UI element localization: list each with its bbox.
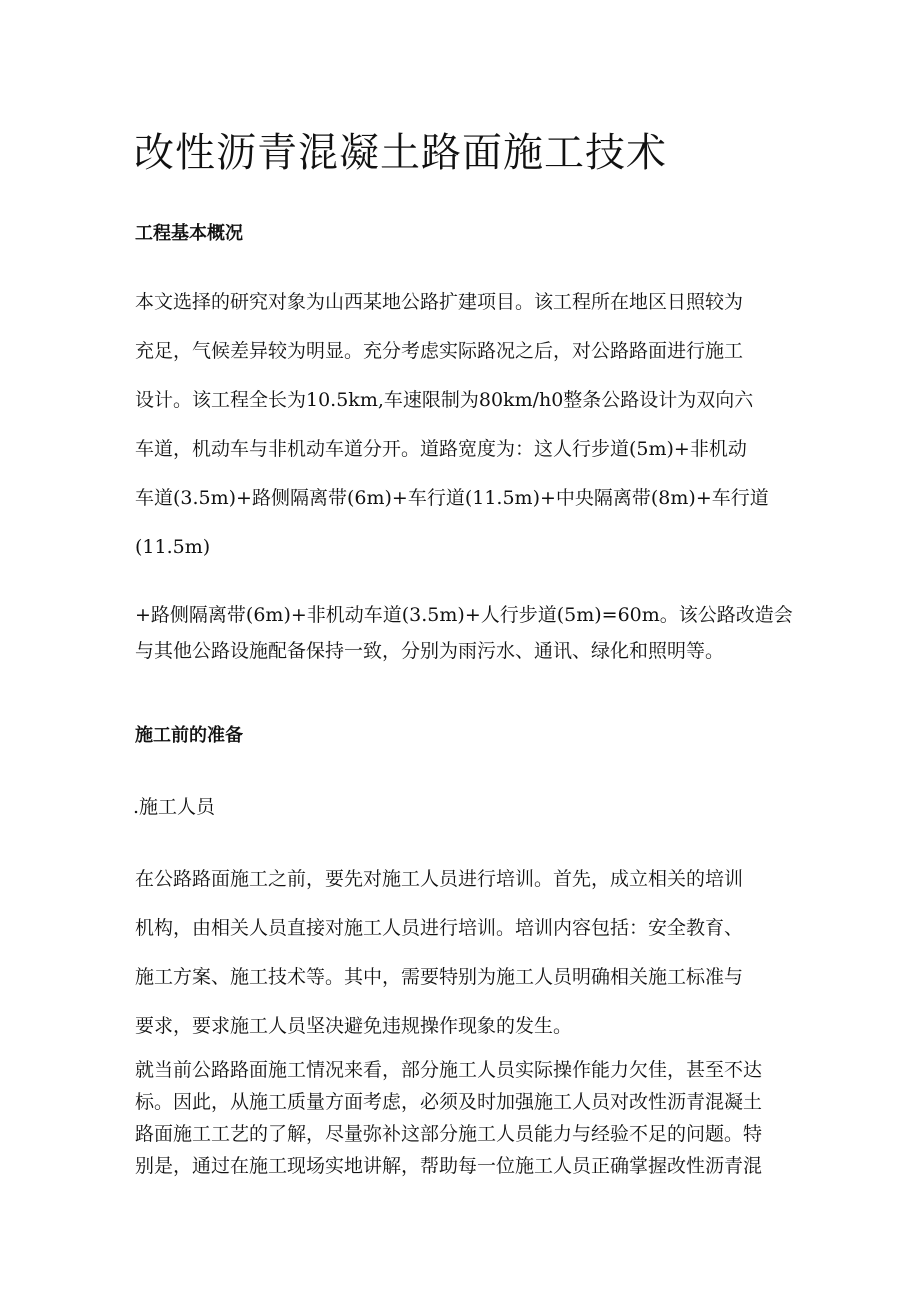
document-title: 改性沥青混凝土路面施工技术 <box>134 130 667 176</box>
paragraph-line: 别是，通过在施工现场实地讲解，帮助每一位施工人员正确掌握改性沥青混 <box>135 1155 763 1177</box>
paragraph-personnel-training <box>135 855 795 1051</box>
paragraph-line: 标。因此，从施工质量方面考虑，必须及时加强施工人员对改性沥青混凝土 <box>135 1091 763 1113</box>
paragraph-line: 设计。该工程全长为10.5km,车速限制为80km∕h0整条公路设计为双向六 <box>135 389 754 411</box>
paragraph-line: (11.5m) <box>135 536 211 558</box>
paragraph-line: 施工方案、施工技术等。其中，需要特别为施工人员明确相关施工标准与 <box>135 966 744 988</box>
paragraph-line: 就当前公路路面施工情况来看，部分施工人员实际操作能力欠佳，甚至不达 <box>135 1059 763 1081</box>
subheading-construction-personnel: .施工人员 <box>133 796 216 818</box>
paragraph-road-width-continued <box>135 597 795 669</box>
paragraph-line: 机构，由相关人员直接对施工人员进行培训。培训内容包括：安全教育、 <box>135 917 744 939</box>
paragraph-line: 车道，机动车与非机动车道分开。道路宽度为：这人行步道(5m)+非机动 <box>135 438 747 460</box>
paragraph-line: 路面施工工艺的了解，尽量弥补这部分施工人员能力与经验不足的问题。特 <box>135 1123 763 1145</box>
paragraph-project-overview <box>135 278 795 572</box>
paragraph-line: 在公路路面施工之前，要先对施工人员进行培训。首先，成立相关的培训 <box>135 868 744 890</box>
paragraph-line: 与其他公路设施配备保持一致，分别为雨污水、通讯、绿化和照明等。 <box>135 640 725 662</box>
paragraph-line: 要求，要求施工人员坚决避免违规操作现象的发生。 <box>135 1015 573 1037</box>
section-heading-preparation: 施工前的准备 <box>135 725 243 746</box>
paragraph-line: 本文选择的研究对象为山西某地公路扩建项目。该工程所在地区日照较为 <box>135 291 744 313</box>
section-heading-project-overview: 工程基本概况 <box>135 223 243 244</box>
paragraph-line: 车道(3.5m)+路侧隔离带(6m)+车行道(11.5m)+中央隔离带(8m)+车行道 <box>135 487 769 509</box>
paragraph-line: 充足，气候差异较为明显。充分考虑实际路况之后，对公路路面进行施工 <box>135 340 744 362</box>
paragraph-line: +路侧隔离带(6m)+非机动车道(3.5m)+人行步道(5m)=60m。该公路改造会 <box>135 604 793 626</box>
paragraph-personnel-skills <box>135 1054 795 1182</box>
